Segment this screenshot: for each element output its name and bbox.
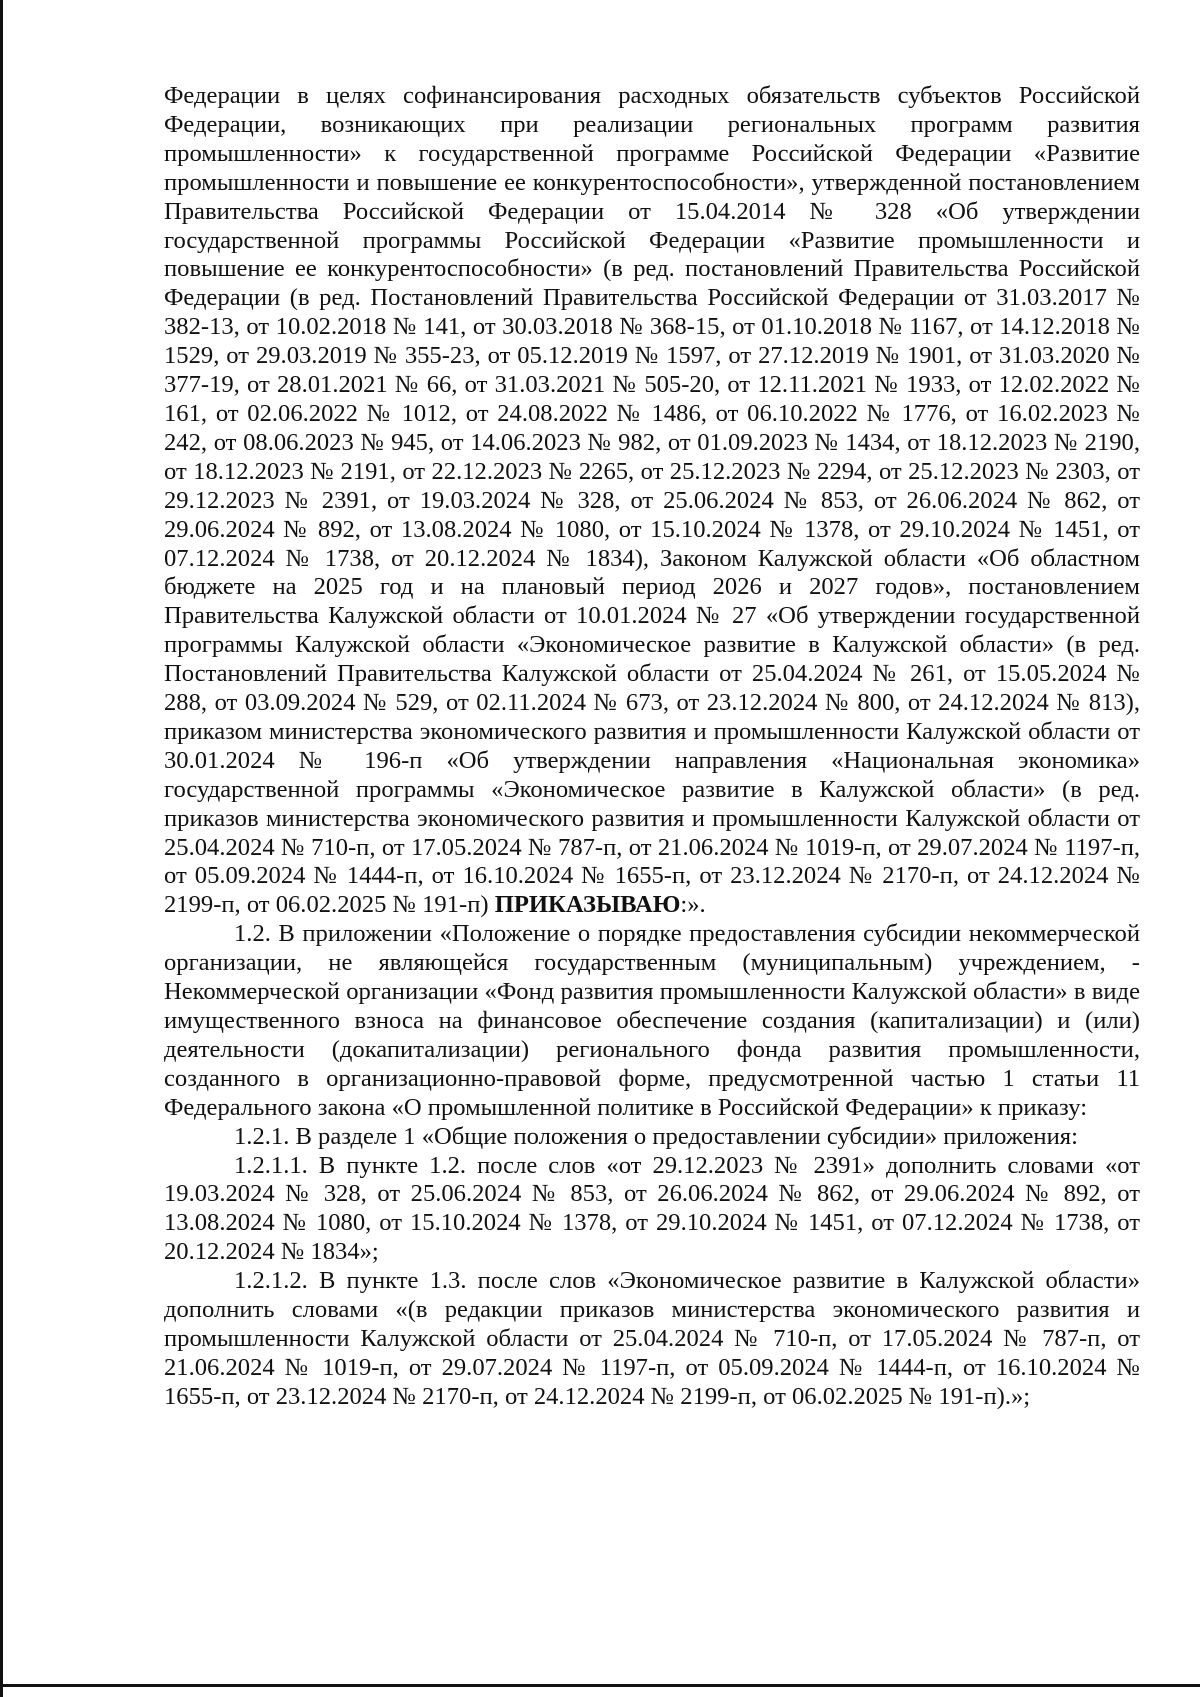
page-left-border (0, 0, 3, 1697)
paragraph-1-tail: :». (680, 891, 706, 919)
paragraph-5: 1.2.1.2. В пункте 1.3. после слов «Экономическое развитие в Калужской области» дополнить словами «(в редакции приказов министерства экономического развития и промышленности Калужской области от 25.04.2024 № 710-п, от 17.05.2024 № 787-п, от 21.06.2024 № 1019-п, от 29.07.2024 № 1197-п, от 05.09.2024 № 1444-п, от 16.10.2024 № 1655-п, от 23.12.2024 № 2170-п, от 24.12.2024 № 2199-п, от 06.02.2025 № 191-п).»; (164, 1267, 1140, 1410)
document-body (164, 82, 1140, 1412)
paragraph-4: 1.2.1.1. В пункте 1.2. после слов «от 29.12.2023 № 2391» дополнить словами «от 19.03.2024 № 328, от 25.06.2024 № 853, от 26.06.2024 № 862, от 29.06.2024 № 892, от 13.08.2024 № 1080, от 15.10.2024 № 1378, от 29.10.2024 № 1451, от 07.12.2024 № 1738, от 20.12.2024 № 1834»; (164, 1151, 1140, 1266)
page-bottom-border (0, 1684, 1200, 1687)
paragraph-2: 1.2. В приложении «Положение о порядке предоставления субсидии некоммерческой организации, не являющейся государственным (муниципальным) учреждением, - Некоммерческой организации «Фонд развития промышленности Калужской области» в виде имущественного взноса на финансовое обеспечение создания (капитализации) и (или) деятельности (докапитализации) регионального фонда развития промышленности, созданного в организационно-правовой форме, предусмотренной частью 1 статьи 11 Федерального закона «О промышленной политике в Российской Федерации» к приказу: (164, 920, 1140, 1121)
paragraph-3: 1.2.1. В разделе 1 «Общие положения о предоставлении субсидии» приложения: (234, 1122, 1078, 1150)
paragraph-1-bold-order: ПРИКАЗЫВАЮ (494, 891, 681, 919)
paragraph-1 (164, 82, 1140, 920)
paragraph-1-text: Федерации в целях софинансирования расходных обязательств субъектов Российской Федерации, возникающих при реализации региональных программ развития промышленности» к государственной программе Российской Федерации «Развитие промышленности и повышение ее конкурентоспособности», утвержденной постановлением Правительства Российской Федерации от 15.04.2014 № 328 «Об утверждении государственной программы Российской Федерации «Развитие промышленности и повышение ее конкурентоспособности» (в ред. постановлений Правительства Российской Федерации (в ред. Постановлений Правительства Российской Федерации от 31.03.2017 № 382-13, от 10.02.2018 № 141, от 30.03.2018 № 368-15, от 01.10.2018 № 1167, от 14.12.2018 № 1529, от 29.03.2019 № 355-23, от 05.12.2019 № 1597, от 27.12.2019 № 1901, от 31.03.2020 № 377-19, от 28.01.2021 № 66, от 31.03.2021 № 505-20, от 12.11.2021 № 1933, от 12.02.2022 № 161, от 02.06.2022 № 1012, от 24.08.2022 № 1486, от 06.10.2022 № 1776, от 16.02.2023 № 242, от 08.06.2023 № 945, от 14.06.2023 № 982, от 01.09.2023 № 1434, от 18.12.2023 № 2190, от 18.12.2023 № 2191, от 22.12.2023 № 2265, от 25.12.2023 № 2294, от 25.12.2023 № 2303, от 29.12.2023 № 2391, от 19.03.2024 № 328, от 25.06.2024 № 853, от 26.06.2024 № 862, от 29.06.2024 № 892, от 13.08.2024 № 1080, от 15.10.2024 № 1378, от 29.10.2024 № 1451, от 07.12.2024 № 1738, от 20.12.2024 № 1834), Законом Калужской области «Об областном бюджете на 2025 год и на плановый период 2026 и 2027 годов», постановлением Правительства Калужской области от 10.01.2024 № 27 «Об утверждении государственной программы Калужской области «Экономическое развитие в Калужской области» (в ред. Постановлений Правительства Калужской области от 25.04.2024 № 261, от 15.05.2024 № 288, от 03.09.2024 № 529, от 02.11.2024 № 673, от 23.12.2024 № 800, от 24.12.2024 № 813), приказом министерства экономического развития и промышленности Калужской области от 30.01.2024 № 196-п «Об утверждении направления «Национальная экономика» государственной программы «Экономическое развитие в Калужской области» (в ред. приказов министерства экономического развития и промышленности Калужской области от 25.04.2024 № 710-п, от 17.05.2024 № 787-п, от 21.06.2024 № 1019-п, от 29.07.2024 № 1197-п, от 05.09.2024 № 1444-п, от 16.10.2024 № 1655-п, от 23.12.2024 № 2170-п, от 24.12.2024 № 2199-п, от 06.02.2025 № 191-п) (164, 82, 1140, 919)
